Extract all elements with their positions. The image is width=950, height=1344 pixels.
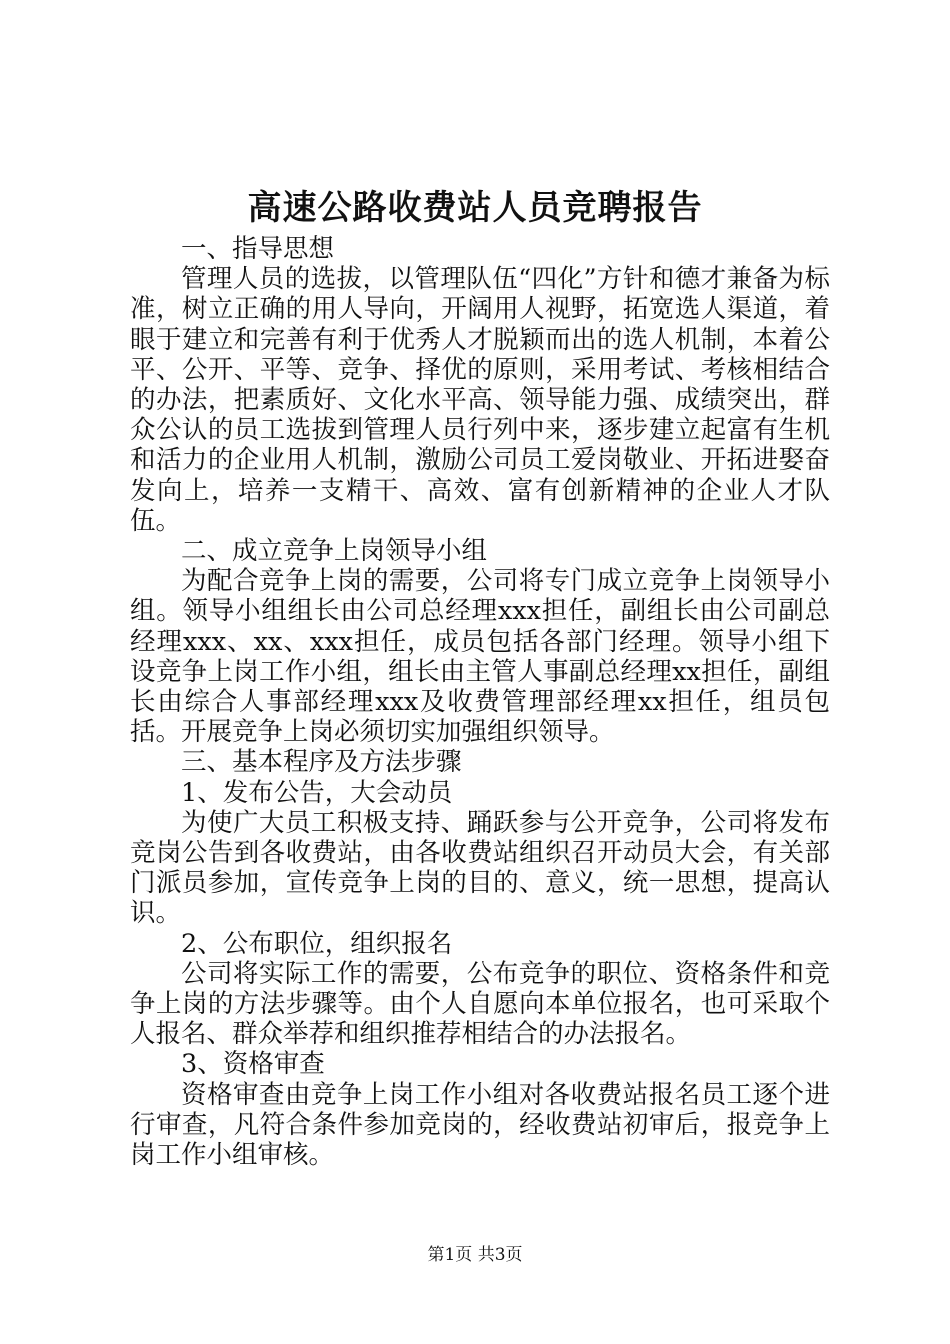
section-heading-leadership-group: 二、成立竞争上岗领导小组 [181,536,488,567]
page-number-footer: 第1页 共3页 [427,1245,523,1265]
paragraph-registration: 公司将实际工作的需要，公布竞争的职位、资格条件和竞争上岗的方法步骤等。由个人自愿向本单位报名，也可采取个人报名、群众举荐和组织推荐相结合的办法报名。 [130,958,830,1050]
subheading-qualification-review: 3、资格审查 [181,1049,325,1080]
section-heading-procedures: 三、基本程序及方法步骤 [181,747,462,778]
paragraph-announcement: 为使广大员工积极支持、踊跃参与公开竞争，公司将发布竞岗公告到各收费站，由各收费站组织召开动员大会，有关部门派员参加，宣传竞争上岗的目的、意义，统一思想，提高认识。 [130,807,830,929]
subheading-announcement: 1、发布公告，大会动员 [181,777,453,808]
paragraph-qualification-review: 资格审查由竞争上岗工作小组对各收费站报名员工逐个进行审查，凡符合条件参加竞岗的，经收费站初审后，报竞争上岗工作小组审核。 [130,1079,830,1171]
document-body [130,234,830,1170]
document-title: 高速公路收费站人员竞聘报告 [247,188,703,228]
subheading-registration: 2、公布职位，组织报名 [181,928,453,959]
section-heading-guiding-ideology: 一、指导思想 [181,234,335,264]
paragraph-guiding-ideology: 管理人员的选拔，以管理队伍“四化”方针和德才兼备为标准，树立正确的用人导向，开阔用人视野，拓宽选人渠道，着眼于建立和完善有利于优秀人才脱颖而出的选人机制，本着公平、公开、平等、竞争、择优的原则，采用考试、考核相结合的办法，把素质好、文化水平高、领导能力强、成绩突出，群众公认的员工选拔到管理人员行列中来，逐步建立起富有生机和活力的企业用人机制，激励公司员工爱岗敬业、开拓进娶奋发向上，培养一支精干、高效、富有创新精神的企业人才队伍。 [130,264,830,536]
paragraph-leadership-group: 为配合竞争上岗的需要，公司将专门成立竞争上岗领导小组。领导小组组长由公司总经理xxx担任，副组长由公司副总经理xxx、xx、xxx担任，成员包括各部门经理。领导小组下设竞争上岗工作小组，组长由主管人事副总经理xx担任，副组长由综合人事部经理xxx及收费管理部经理xx担任，组员包括。开展竞争上岗必须切实加强组织领导。 [130,566,830,748]
